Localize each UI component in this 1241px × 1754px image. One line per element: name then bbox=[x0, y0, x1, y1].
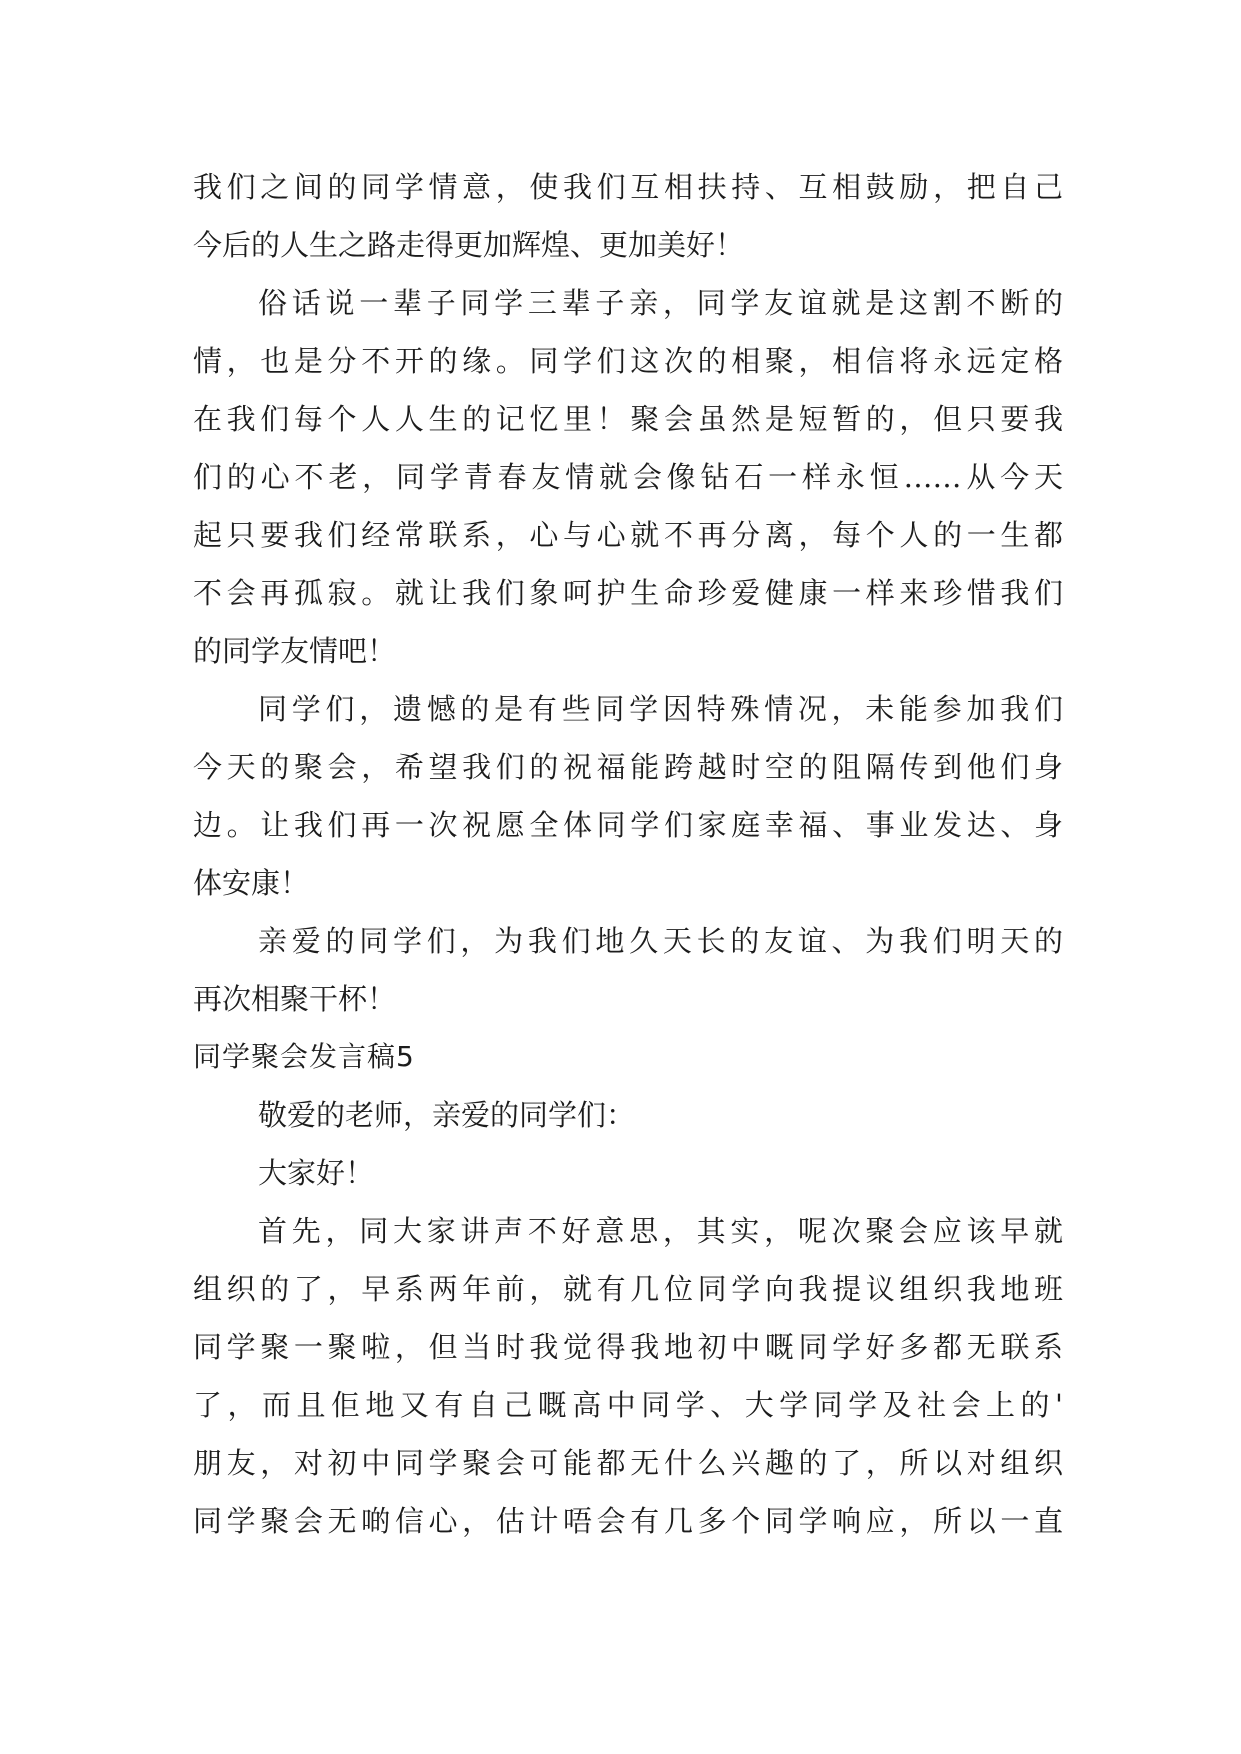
paragraph-line: 我们之间的同学情意，使我们互相扶持、互相鼓励，把自己 bbox=[193, 170, 1063, 204]
paragraph-line: 们的心不老，同学青春友情就会像钻石一样永恒……从今天 bbox=[193, 460, 1063, 494]
paragraph-line: 朋友，对初中同学聚会可能都无什么兴趣的了，所以对组织 bbox=[193, 1446, 1063, 1480]
paragraph-line: 再次相聚干杯！ bbox=[193, 982, 397, 1016]
paragraph-line: 今后的人生之路走得更加辉煌、更加美好！ bbox=[193, 228, 745, 262]
paragraph-line: 边。让我们再一次祝愿全体同学们家庭幸福、事业发达、身 bbox=[193, 808, 1063, 842]
greeting-line: 大家好！ bbox=[258, 1156, 375, 1190]
paragraph-line: 在我们每个人人生的记忆里！聚会虽然是短暂的，但只要我 bbox=[193, 402, 1063, 436]
paragraph-line: 起只要我们经常联系，心与心就不再分离，每个人的一生都 bbox=[193, 518, 1063, 552]
paragraph-line: 俗话说一辈子同学三辈子亲，同学友谊就是这割不断的 bbox=[258, 286, 1063, 320]
paragraph-line: 首先，同大家讲声不好意思，其实，呢次聚会应该早就 bbox=[258, 1214, 1063, 1248]
paragraph-line: 同学聚一聚啦，但当时我觉得我地初中嘅同学好多都无联系 bbox=[193, 1330, 1063, 1364]
section-heading: 同学聚会发言稿5 bbox=[193, 1040, 415, 1073]
paragraph-line: 今天的聚会，希望我们的祝福能跨越时空的阻隔传到他们身 bbox=[193, 750, 1063, 784]
paragraph-line: 组织的了，早系两年前，就有几位同学向我提议组织我地班 bbox=[193, 1272, 1063, 1306]
paragraph-line: 不会再孤寂。就让我们象呵护生命珍爱健康一样来珍惜我们 bbox=[193, 576, 1063, 610]
paragraph-line: 同学们，遗憾的是有些同学因特殊情况，未能参加我们 bbox=[258, 692, 1063, 726]
salutation-line: 敬爱的老师，亲爱的同学们： bbox=[258, 1098, 636, 1132]
paragraph-line: 同学聚会无啲信心，估计唔会有几多个同学响应，所以一直 bbox=[193, 1504, 1063, 1538]
paragraph-line: 了，而且佢地又有自己嘅高中同学、大学同学及社会上的' bbox=[193, 1388, 1063, 1422]
paragraph-line: 亲爱的同学们，为我们地久天长的友谊、为我们明天的 bbox=[258, 924, 1063, 958]
paragraph-line: 情，也是分不开的缘。同学们这次的相聚，相信将永远定格 bbox=[193, 344, 1063, 378]
paragraph-line: 体安康！ bbox=[193, 866, 310, 900]
paragraph-line: 的同学友情吧！ bbox=[193, 634, 397, 668]
